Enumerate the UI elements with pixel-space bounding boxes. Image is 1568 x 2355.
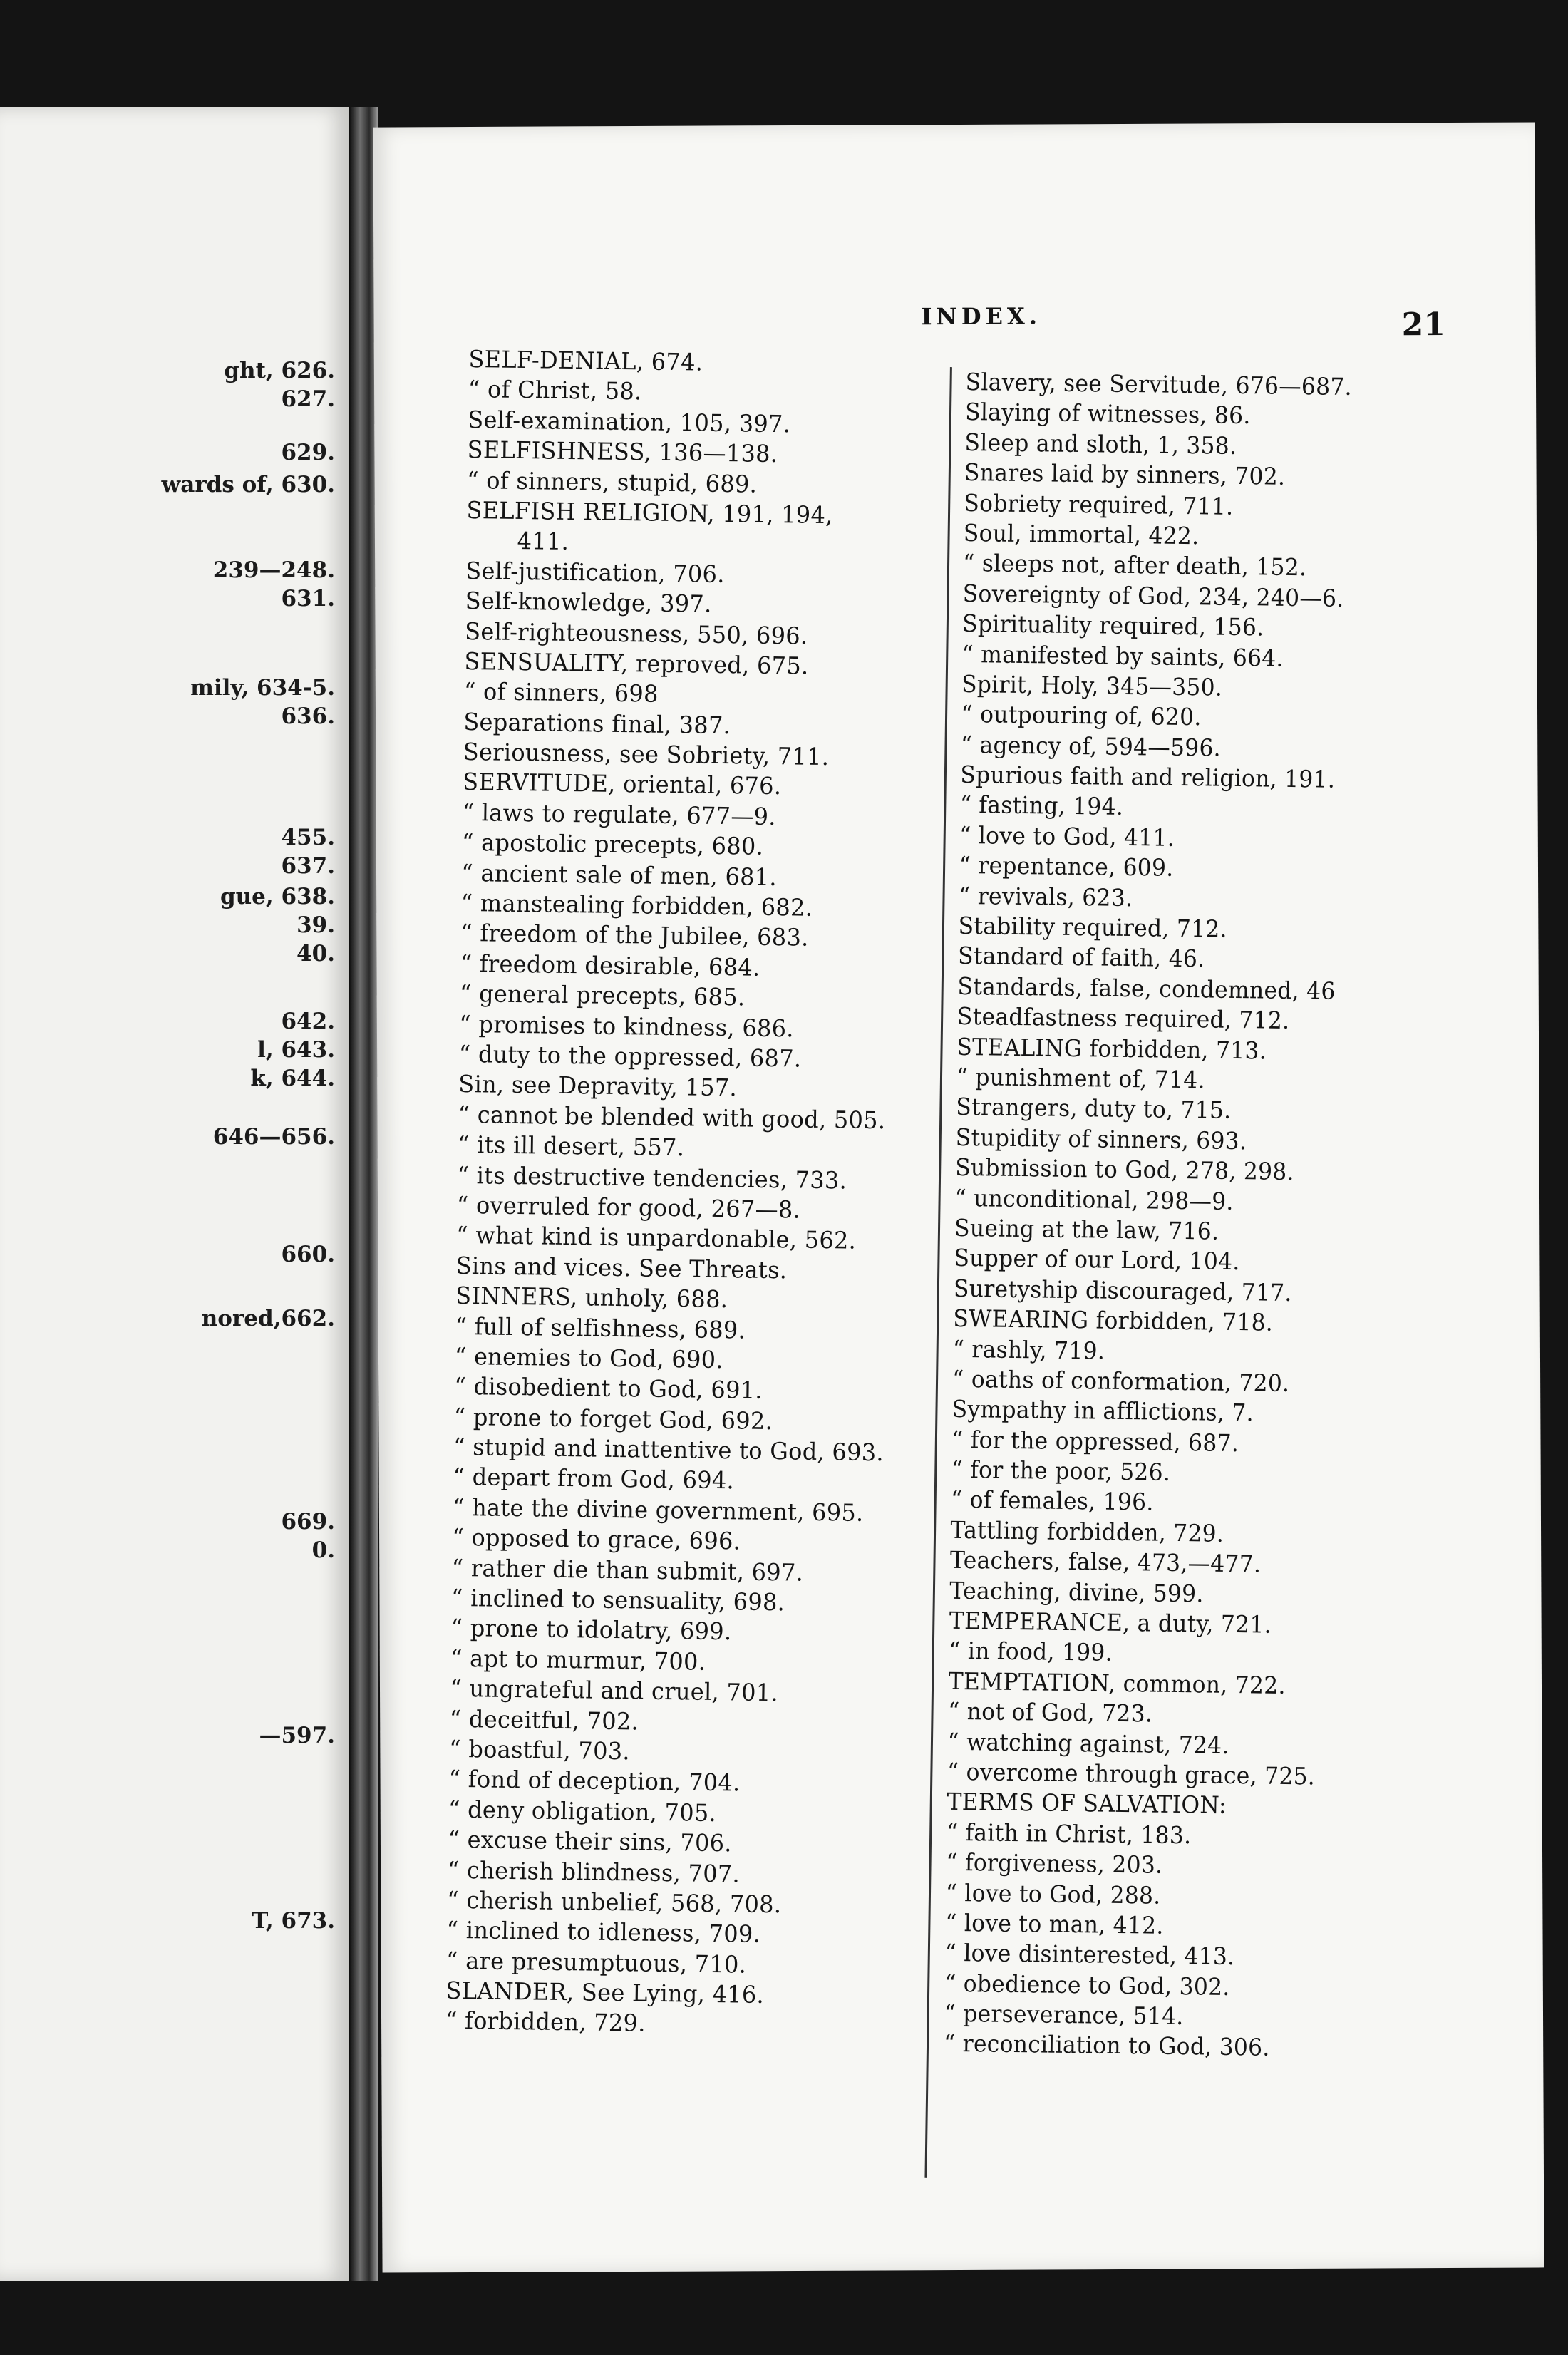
index-column-right [944, 367, 1352, 2064]
index-entry: “ prone to forget God, 692. [453, 1402, 773, 1435]
index-entry: “ cannot be blended with good, 505. [458, 1100, 886, 1135]
index-entry: Self-justification, 706. [465, 556, 725, 588]
index-entry: Suretyship discouraged, 717. [953, 1274, 1292, 1307]
left-page-text: gue, 638. [220, 884, 335, 909]
index-entry: SINNERS, unholy, 688. [455, 1281, 728, 1314]
index-entry: Separations final, 387. [463, 707, 731, 739]
left-page-text: nored,662. [201, 1306, 335, 1331]
index-entry: “ freedom desirable, 684. [460, 949, 760, 981]
left-page-text: 629. [281, 440, 335, 465]
index-entry: “ for the poor, 526. [951, 1455, 1171, 1486]
index-entry: “ love disinterested, 413. [944, 1939, 1235, 1971]
left-page-text: 642. [281, 1009, 335, 1034]
index-entry: “ faith in Christ, 183. [946, 1818, 1192, 1850]
index-entry: “ overruled for good, 267—8. [456, 1190, 801, 1224]
index-entry: “ love to God, 411. [959, 820, 1175, 852]
left-page-text: 646—656. [212, 1124, 335, 1150]
index-entry: “ perseverance, 514. [944, 1999, 1184, 2031]
index-entry: Submission to God, 278, 298. [954, 1153, 1295, 1186]
index-entry: “ disobedient to God, 691. [454, 1372, 763, 1405]
index-entry: “ fond of deception, 704. [448, 1765, 741, 1797]
index-entry: “ full of selfishness, 689. [455, 1312, 746, 1344]
index-entry: “ repentance, 609. [959, 851, 1174, 882]
index-entry: “ manstealing forbidden, 682. [460, 888, 813, 922]
index-entry: “ apt to murmur, 700. [450, 1644, 706, 1676]
index-entry: Spirituality required, 156. [961, 609, 1264, 641]
index-entry: “ manifested by saints, 664. [961, 639, 1284, 672]
index-entry: “ depart from God, 694. [453, 1463, 735, 1495]
index-entry: “ of females, 196. [950, 1485, 1154, 1516]
index-entry: “ deceitful, 702. [449, 1704, 639, 1736]
index-entry: Soul, immortal, 422. [963, 518, 1200, 550]
index-entry: Snares laid by sinners, 702. [964, 458, 1286, 490]
left-page-text: 40. [296, 941, 335, 967]
left-page-fragment [0, 107, 349, 2281]
index-entry: Standards, false, condemned, 46 [957, 972, 1336, 1005]
index-entry: “ laws to regulate, 677—9. [462, 798, 777, 830]
index-entry: “ inclined to sensuality, 698. [450, 1583, 785, 1617]
index-entry: SERVITUDE, oriental, 676. [462, 768, 782, 800]
index-entry: “ of sinners, 698 [463, 677, 659, 708]
index-entry: Self-righteousness, 550, 696. [464, 617, 808, 650]
index-entry: “ duty to the oppressed, 687. [458, 1039, 802, 1073]
index-entry: Sin, see Depravity, 157. [458, 1070, 738, 1102]
index-entry: “ enemies to God, 690. [454, 1341, 724, 1374]
index-entry: Slavery, see Servitude, 676—687. [965, 367, 1353, 401]
index-entry: “ cherish blindness, 707. [447, 1855, 741, 1888]
index-entry: “ freedom of the Jubilee, 683. [460, 919, 809, 952]
index-entry: “ stupid and inattentive to God, 693. [453, 1432, 884, 1467]
index-entry: “ revivals, 623. [958, 881, 1133, 912]
index-entry: SLANDER, See Lying, 416. [445, 1976, 765, 2009]
index-entry: “ sleeps not, after death, 152. [963, 549, 1307, 582]
left-page-text: 637. [281, 853, 335, 879]
index-entry: “ promises to kindness, 686. [459, 1009, 795, 1043]
index-entry: “ in food, 199. [949, 1637, 1113, 1667]
book-gutter [349, 107, 378, 2281]
index-entry: 411. [517, 527, 569, 556]
left-page-text: 239—248. [212, 557, 335, 583]
index-entry: “ overcome through grace, 725. [947, 1757, 1316, 1790]
index-entry: “ forgiveness, 203. [946, 1848, 1163, 1879]
index-entry: “ opposed to grace, 696. [452, 1523, 741, 1555]
index-page [373, 122, 1544, 2272]
index-entry: Sobriety required, 711. [964, 488, 1234, 520]
index-entry: “ its destructive tendencies, 733. [457, 1160, 847, 1195]
index-entry: “ punishment of, 714. [956, 1062, 1205, 1094]
index-entry: “ oaths of conformation, 720. [952, 1364, 1290, 1397]
left-page-text: 631. [281, 586, 335, 612]
index-entry: “ rather die than submit, 697. [451, 1553, 804, 1587]
left-page-text: 669. [281, 1509, 335, 1535]
index-entry: “ what kind is unpardonable, 562. [456, 1221, 857, 1255]
left-page-text: k, 644. [250, 1066, 335, 1091]
left-page-text: —597. [259, 1723, 335, 1748]
index-entry: “ reconciliation to God, 306. [943, 2029, 1270, 2062]
index-entry: TEMPTATION, common, 722. [948, 1666, 1286, 1699]
index-entry: Self-knowledge, 397. [465, 587, 712, 618]
index-entry: SELF-DENIAL, 674. [468, 344, 703, 376]
index-entry: “ fasting, 194. [959, 790, 1124, 821]
left-page-text: 39. [296, 912, 335, 938]
index-entry: “ outpouring of, 620. [961, 700, 1202, 731]
index-entry: “ not of God, 723. [947, 1696, 1153, 1728]
index-entry: Slaying of witnesses, 86. [964, 398, 1251, 430]
index-entry: “ rashly, 719. [952, 1334, 1105, 1365]
index-entry: SELFISH RELIGION, 191, 194, [466, 495, 833, 530]
index-entry: “ are presumptuous, 710. [445, 1946, 747, 1979]
index-entry: “ ancient sale of men, 681. [461, 858, 778, 891]
index-entry: Teachers, false, 473,—477. [949, 1546, 1262, 1578]
left-page-text: l, 643. [257, 1037, 335, 1063]
index-entry: Standard of faith, 46. [957, 942, 1205, 973]
index-column-left [445, 344, 899, 2042]
index-entry: Seriousness, see Sobriety, 711. [463, 738, 830, 771]
index-entry: SELFISHNESS, 136—138. [467, 436, 778, 468]
index-entry: “ of Christ, 58. [468, 375, 642, 406]
index-entry: “ ungrateful and cruel, 701. [450, 1674, 779, 1707]
index-entry: Steadfastness required, 712. [956, 1002, 1290, 1035]
index-entry: Stability required, 712. [958, 911, 1228, 943]
left-page-text: mily, 634-5. [190, 675, 335, 701]
left-page-text: 660. [281, 1242, 335, 1267]
index-entry: “ forbidden, 729. [445, 2006, 646, 2038]
index-entry: “ deny obligation, 705. [448, 1795, 717, 1827]
index-entry: “ general precepts, 685. [459, 979, 746, 1011]
index-entry: STEALING forbidden, 713. [956, 1032, 1267, 1065]
index-entry: Sympathy in afflictions, 7. [951, 1395, 1254, 1427]
index-entry: SWEARING forbidden, 718. [953, 1304, 1274, 1336]
index-entry: Supper of our Lord, 104. [954, 1244, 1240, 1276]
left-page-text: ght, 626. [224, 358, 335, 383]
index-entry: Sueing at the law, 716. [954, 1213, 1219, 1245]
left-page-text: 0. [311, 1537, 335, 1563]
index-entry: Tattling forbidden, 729. [950, 1515, 1224, 1547]
running-head: INDEX. [921, 302, 1042, 331]
index-entry: TERMS OF SALVATION: [947, 1788, 1227, 1820]
index-entry: Self-examination, 105, 397. [468, 405, 791, 438]
left-page-text: 636. [281, 704, 335, 729]
index-entry: “ for the oppressed, 687. [951, 1425, 1239, 1457]
index-entry: TEMPERANCE, a duty, 721. [949, 1606, 1272, 1639]
index-entry: “ love to God, 288. [945, 1878, 1161, 1910]
left-page-text: wards of, 630. [161, 472, 335, 498]
index-entry: Spurious faith and religion, 191. [960, 760, 1336, 793]
index-entry: SENSUALITY, reproved, 675. [464, 646, 809, 680]
index-entry: Teaching, divine, 599. [949, 1576, 1204, 1608]
index-entry: Stupidity of sinners, 693. [955, 1123, 1247, 1155]
index-entry: “ its ill desert, 557. [457, 1130, 685, 1162]
index-entry: “ hate the divine government, 695. [452, 1493, 864, 1527]
index-entry: Sovereignty of God, 234, 240—6. [962, 579, 1344, 612]
index-entry: “ unconditional, 298—9. [954, 1183, 1234, 1215]
index-entry: “ prone to idolatry, 699. [450, 1614, 732, 1646]
index-entry: Sins and vices. See Threats. [455, 1251, 788, 1284]
index-entry: “ of sinners, stupid, 689. [466, 465, 758, 498]
index-entry: “ love to man, 412. [945, 1908, 1164, 1939]
index-entry: “ apostolic precepts, 680. [461, 828, 764, 861]
index-entry: “ agency of, 594—596. [960, 730, 1222, 762]
index-entry: “ inclined to idleness, 709. [446, 1916, 761, 1949]
index-entry: “ excuse their sins, 706. [448, 1825, 733, 1857]
index-entry: “ cherish unbelief, 568, 708. [447, 1885, 782, 1919]
index-entry: “ boastful, 703. [448, 1734, 631, 1766]
page-number: 21 [1401, 306, 1446, 344]
index-entry: “ obedience to God, 302. [944, 1969, 1230, 2001]
left-page-text: T, 673. [252, 1908, 335, 1934]
left-page-text: 455. [281, 825, 335, 850]
index-entry: Strangers, duty to, 715. [956, 1093, 1232, 1125]
index-entry: “ watching against, 724. [947, 1727, 1229, 1759]
left-page-text: 627. [281, 386, 335, 412]
index-entry: Spirit, Holy, 345—350. [961, 669, 1223, 701]
index-entry: Sleep and sloth, 1, 358. [964, 428, 1237, 460]
